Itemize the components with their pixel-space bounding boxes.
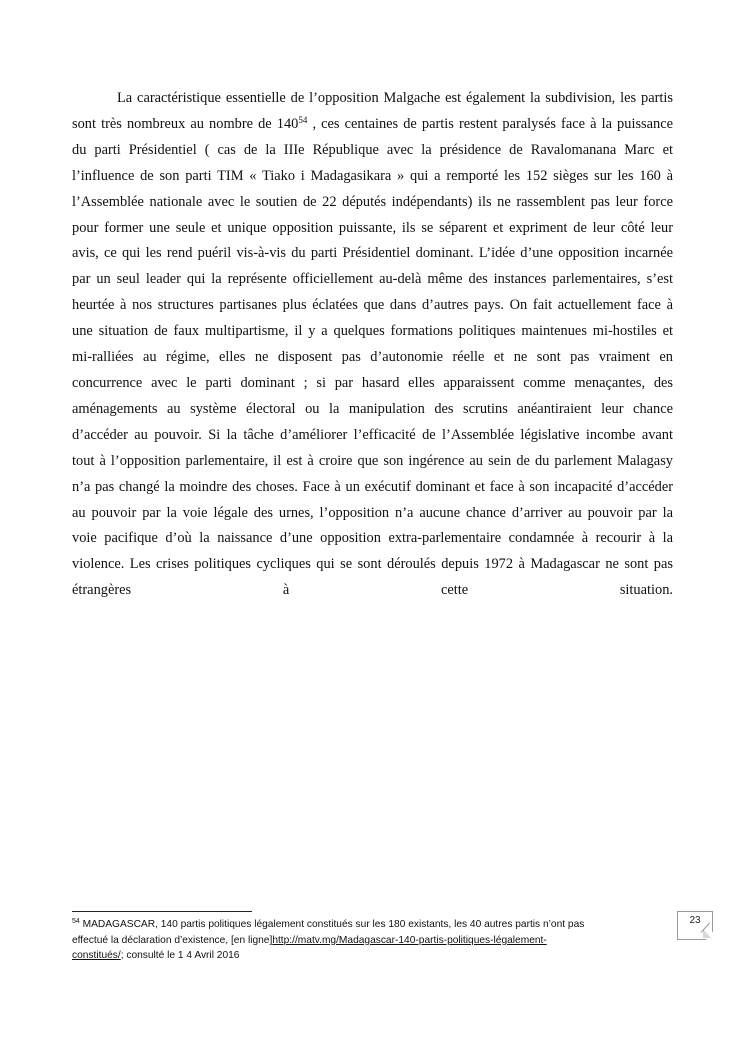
footnote-text: ; consulté le 1 4 Avril 2016 <box>120 950 240 961</box>
footnote-reference[interactable]: 54 <box>298 114 308 125</box>
paragraph-line <box>72 112 673 138</box>
paragraph-line: voie pacifique d’où la naissance d’une opposition extra-parlementaire condamnée à recourir à la <box>72 530 673 547</box>
body-paragraph <box>72 86 673 604</box>
footnote-line <box>72 933 652 949</box>
page-number: 23 <box>689 915 701 926</box>
paragraph-line: du parti Présidentiel ( cas de la IIIe République avec la présidence de Ravalomanana Marc et <box>72 141 673 158</box>
footnote-text: effectué la déclaration d’existence, [en ligne] <box>72 934 273 946</box>
paragraph-line: violence. Les crises politiques cycliques qui se sont déroulés depuis 1972 à Madagascar ne sont pas <box>72 556 673 573</box>
paragraph-line: avis, ce qui les rend puéril vis-à-vis du parti Présidentiel dominant. L’idée d’une opposition incarnée <box>72 245 673 262</box>
footnote-separator <box>72 911 252 912</box>
footnote-line <box>72 917 652 933</box>
paragraph-line: par un seul leader qui la représente officiellement au-delà même des instances parlementaires, s’est <box>72 271 673 288</box>
paragraph-line: l’influence de son parti TIM « Tiako i Madagasikara » qui a remporté les 152 sièges sur les 160 à <box>72 167 673 184</box>
paragraph-line: pour former une seule et unique opposition puissante, ils se séparent et expriment de leur côté leur <box>72 219 673 236</box>
paragraph-line: mi-ralliées au régime, elles ne disposent pas d’autonomie réelle et ne sont pas vraiment en <box>72 349 673 366</box>
footnote-link-continued[interactable]: constitués/ <box>72 950 121 961</box>
paragraph-line: aménagements au système électoral ou la manipulation des scrutins anéantiraient leur chance <box>72 400 673 417</box>
paragraph-line: n’a pas changé la moindre des choses. Face à un exécutif dominant et face à son incapacité d’accéder <box>72 478 673 495</box>
footnote <box>72 917 652 964</box>
paragraph-line-text: , ces centaines de partis restent paralysés face à la puissance <box>307 115 673 132</box>
paragraph-line: concurrence avec le parti dominant ; si par hasard elles apparaissent comme menaçantes, des <box>72 374 673 391</box>
paragraph-line: tout à l’opposition parlementaire, il est à croire que son ingérence au sein de du parlement Malagasy <box>72 452 673 469</box>
paragraph-line: une situation de faux multipartisme, il y a quelques formations politiques maintenues mi-hostiles et <box>72 323 673 340</box>
paragraph-line: au pouvoir par la voie légale des urnes, l’opposition n’a aucune chance d’arriver au pouvoir par la <box>72 504 673 521</box>
paragraph-line: heurtée à nos structures partisanes plus éclatées que dans d’autres pays. On fait actuellement face à <box>72 297 673 314</box>
footnote-text: MADAGASCAR, 140 partis politiques légalement constitués sur les 180 existants, les 40 autres partis n’ont pas <box>79 919 585 930</box>
footnote-line <box>72 948 652 964</box>
page-curl-icon <box>703 929 711 938</box>
paragraph-line-text: sont très nombreux au nombre de 140 <box>72 115 299 132</box>
footnote-number: 54 <box>72 918 80 925</box>
paragraph-line: La caractéristique essentielle de l’opposition Malgache est également la subdivision, les partis <box>117 90 673 106</box>
paragraph-line: étrangères à cette situation. <box>72 582 673 599</box>
paragraph-line: d’accéder au pouvoir. Si la tâche d’améliorer l’efficacité de l’Assemblée législative incombe avant <box>72 426 673 443</box>
paragraph-line: l’Assemblée nationale avec le soutien de 22 députés indépendants) ils ne rassemblent pas leur force <box>72 193 673 210</box>
footnote-link[interactable]: http://matv.mg/Madagascar-140-partis-politiques-légalement- <box>272 934 547 946</box>
